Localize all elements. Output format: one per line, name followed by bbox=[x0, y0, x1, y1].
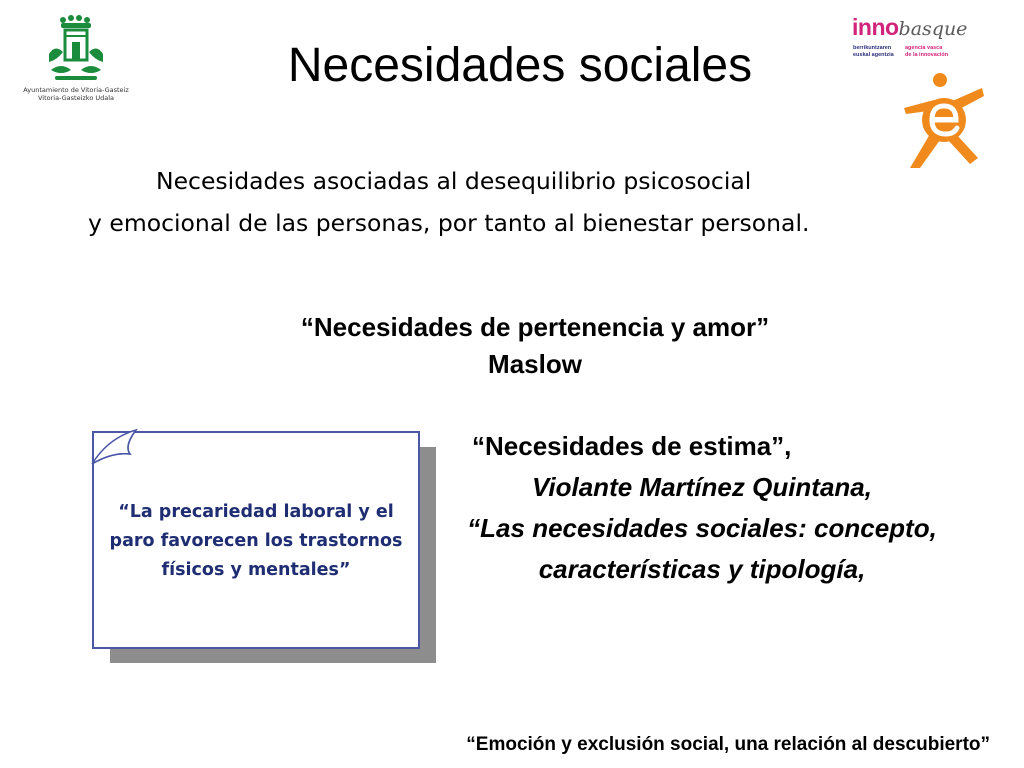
estima-book-title: “Las necesidades sociales: concepto, características y tipología, bbox=[467, 513, 937, 584]
estima-line-1: “Necesidades de estima”, bbox=[472, 431, 792, 461]
footer-quote: “Emoción y exclusión social, una relación al descubierto” bbox=[466, 734, 990, 755]
basque-word: basque bbox=[898, 18, 968, 40]
intro-line-1: Necesidades asociadas al desequilibrio psicosocial bbox=[156, 167, 752, 195]
innobasque-logo bbox=[850, 14, 1000, 64]
slide-title: Necesidades sociales bbox=[287, 39, 753, 92]
inno-sub-left-1: berrikuntzaren bbox=[853, 45, 892, 51]
note-quote-text: “La precariedad laboral y el paro favorecen los trastornos físicos y mentales” bbox=[109, 502, 403, 580]
estima-author: Violante Martínez Quintana, bbox=[532, 472, 872, 502]
orange-e-figure-logo bbox=[900, 70, 986, 170]
logo-caption-line2: Vitoria-Gasteizko Udala bbox=[37, 94, 115, 102]
estima-reference bbox=[462, 426, 942, 590]
maslow-quote bbox=[150, 309, 920, 383]
vitoria-gasteiz-logo bbox=[20, 14, 132, 114]
inno-sub-right-2: de la innovación bbox=[905, 51, 949, 58]
maslow-quote-text: “Necesidades de pertenencia y amor” bbox=[300, 312, 770, 342]
orange-e-figure-icon bbox=[900, 70, 986, 170]
logo-caption-line1: Ayuntamiento de Vitoria-Gasteiz bbox=[23, 86, 129, 94]
vitoria-gasteiz-crest-icon bbox=[41, 14, 111, 84]
intro-paragraph bbox=[88, 160, 896, 244]
folded-corner-icon bbox=[90, 428, 140, 466]
inno-sub-right-1: agencia vasca bbox=[905, 45, 943, 51]
maslow-author: Maslow bbox=[488, 349, 582, 379]
inno-sub-left-2: euskal agentzia bbox=[853, 51, 894, 58]
intro-line-rest: y emocional de las personas, por tanto al bienestar personal. bbox=[88, 209, 810, 237]
inno-word: inno bbox=[852, 14, 899, 40]
